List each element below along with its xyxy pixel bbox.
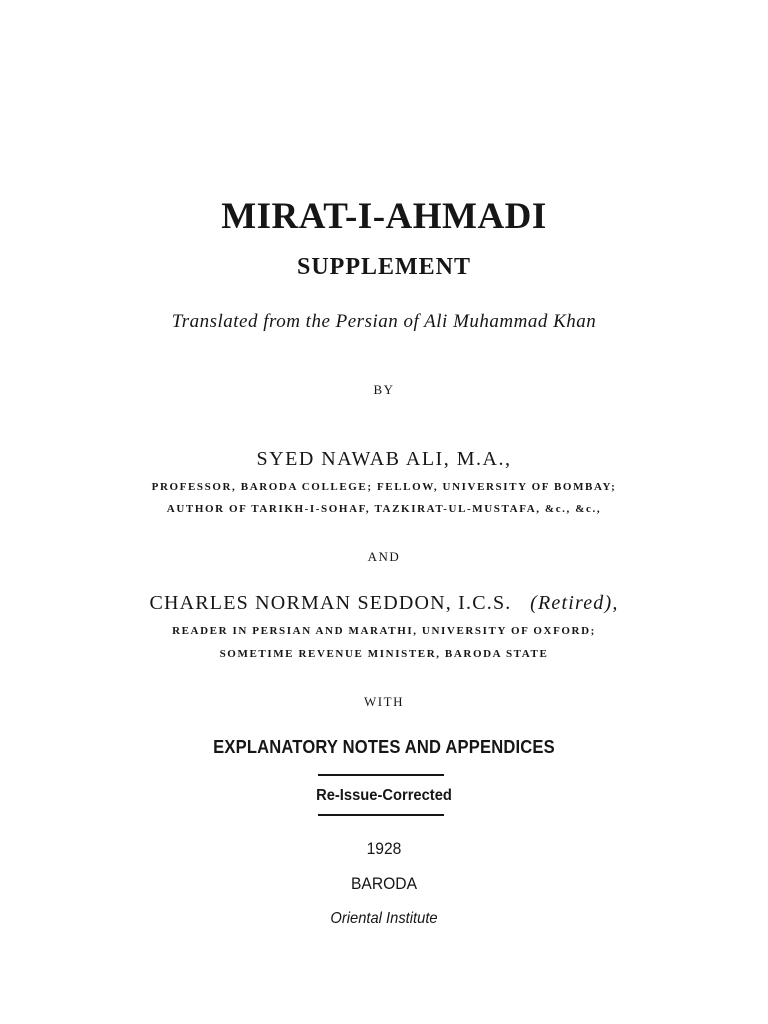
translation-note: Translated from the Persian of Ali Muhammad Khan [171, 311, 597, 332]
author2-retired: (Retired), [530, 592, 619, 614]
book-title: MIRAT-I-AHMADI [221, 196, 547, 237]
author2-heading [0, 592, 768, 615]
by-label: BY [373, 382, 395, 397]
author1-credentials-line2: AUTHOR OF TARIKH-I-SOHAF, TAZKIRAT-UL-MUSTAFA, &c., &c., [166, 503, 602, 515]
bottom-divider [318, 814, 444, 816]
publication-place: BARODA [350, 874, 418, 893]
and-label: AND [367, 549, 401, 564]
author1-name: SYED NAWAB ALI, M.A., [256, 448, 512, 470]
publication-year: 1928 [366, 839, 402, 858]
author2-name: CHARLES NORMAN SEDDON, I.C.S. [149, 592, 512, 614]
book-subtitle: SUPPLEMENT [296, 254, 471, 280]
author2-credentials-line1: READER IN PERSIAN AND MARATHI, UNIVERSITY OF OXFORD; [172, 625, 596, 637]
top-divider [318, 774, 444, 776]
with-label: WITH [364, 694, 404, 709]
reissue-label: Re-Issue-Corrected [316, 787, 452, 804]
publisher-name: Oriental Institute [330, 910, 438, 927]
author2-credentials-line2: SOMETIME REVENUE MINISTER, BARODA STATE [219, 648, 549, 660]
explanatory-notes-heading: EXPLANATORY NOTES AND APPENDICES [213, 737, 555, 757]
author1-credentials-line1: PROFESSOR, BARODA COLLEGE; FELLOW, UNIVERSITY OF BOMBAY; [151, 481, 617, 493]
